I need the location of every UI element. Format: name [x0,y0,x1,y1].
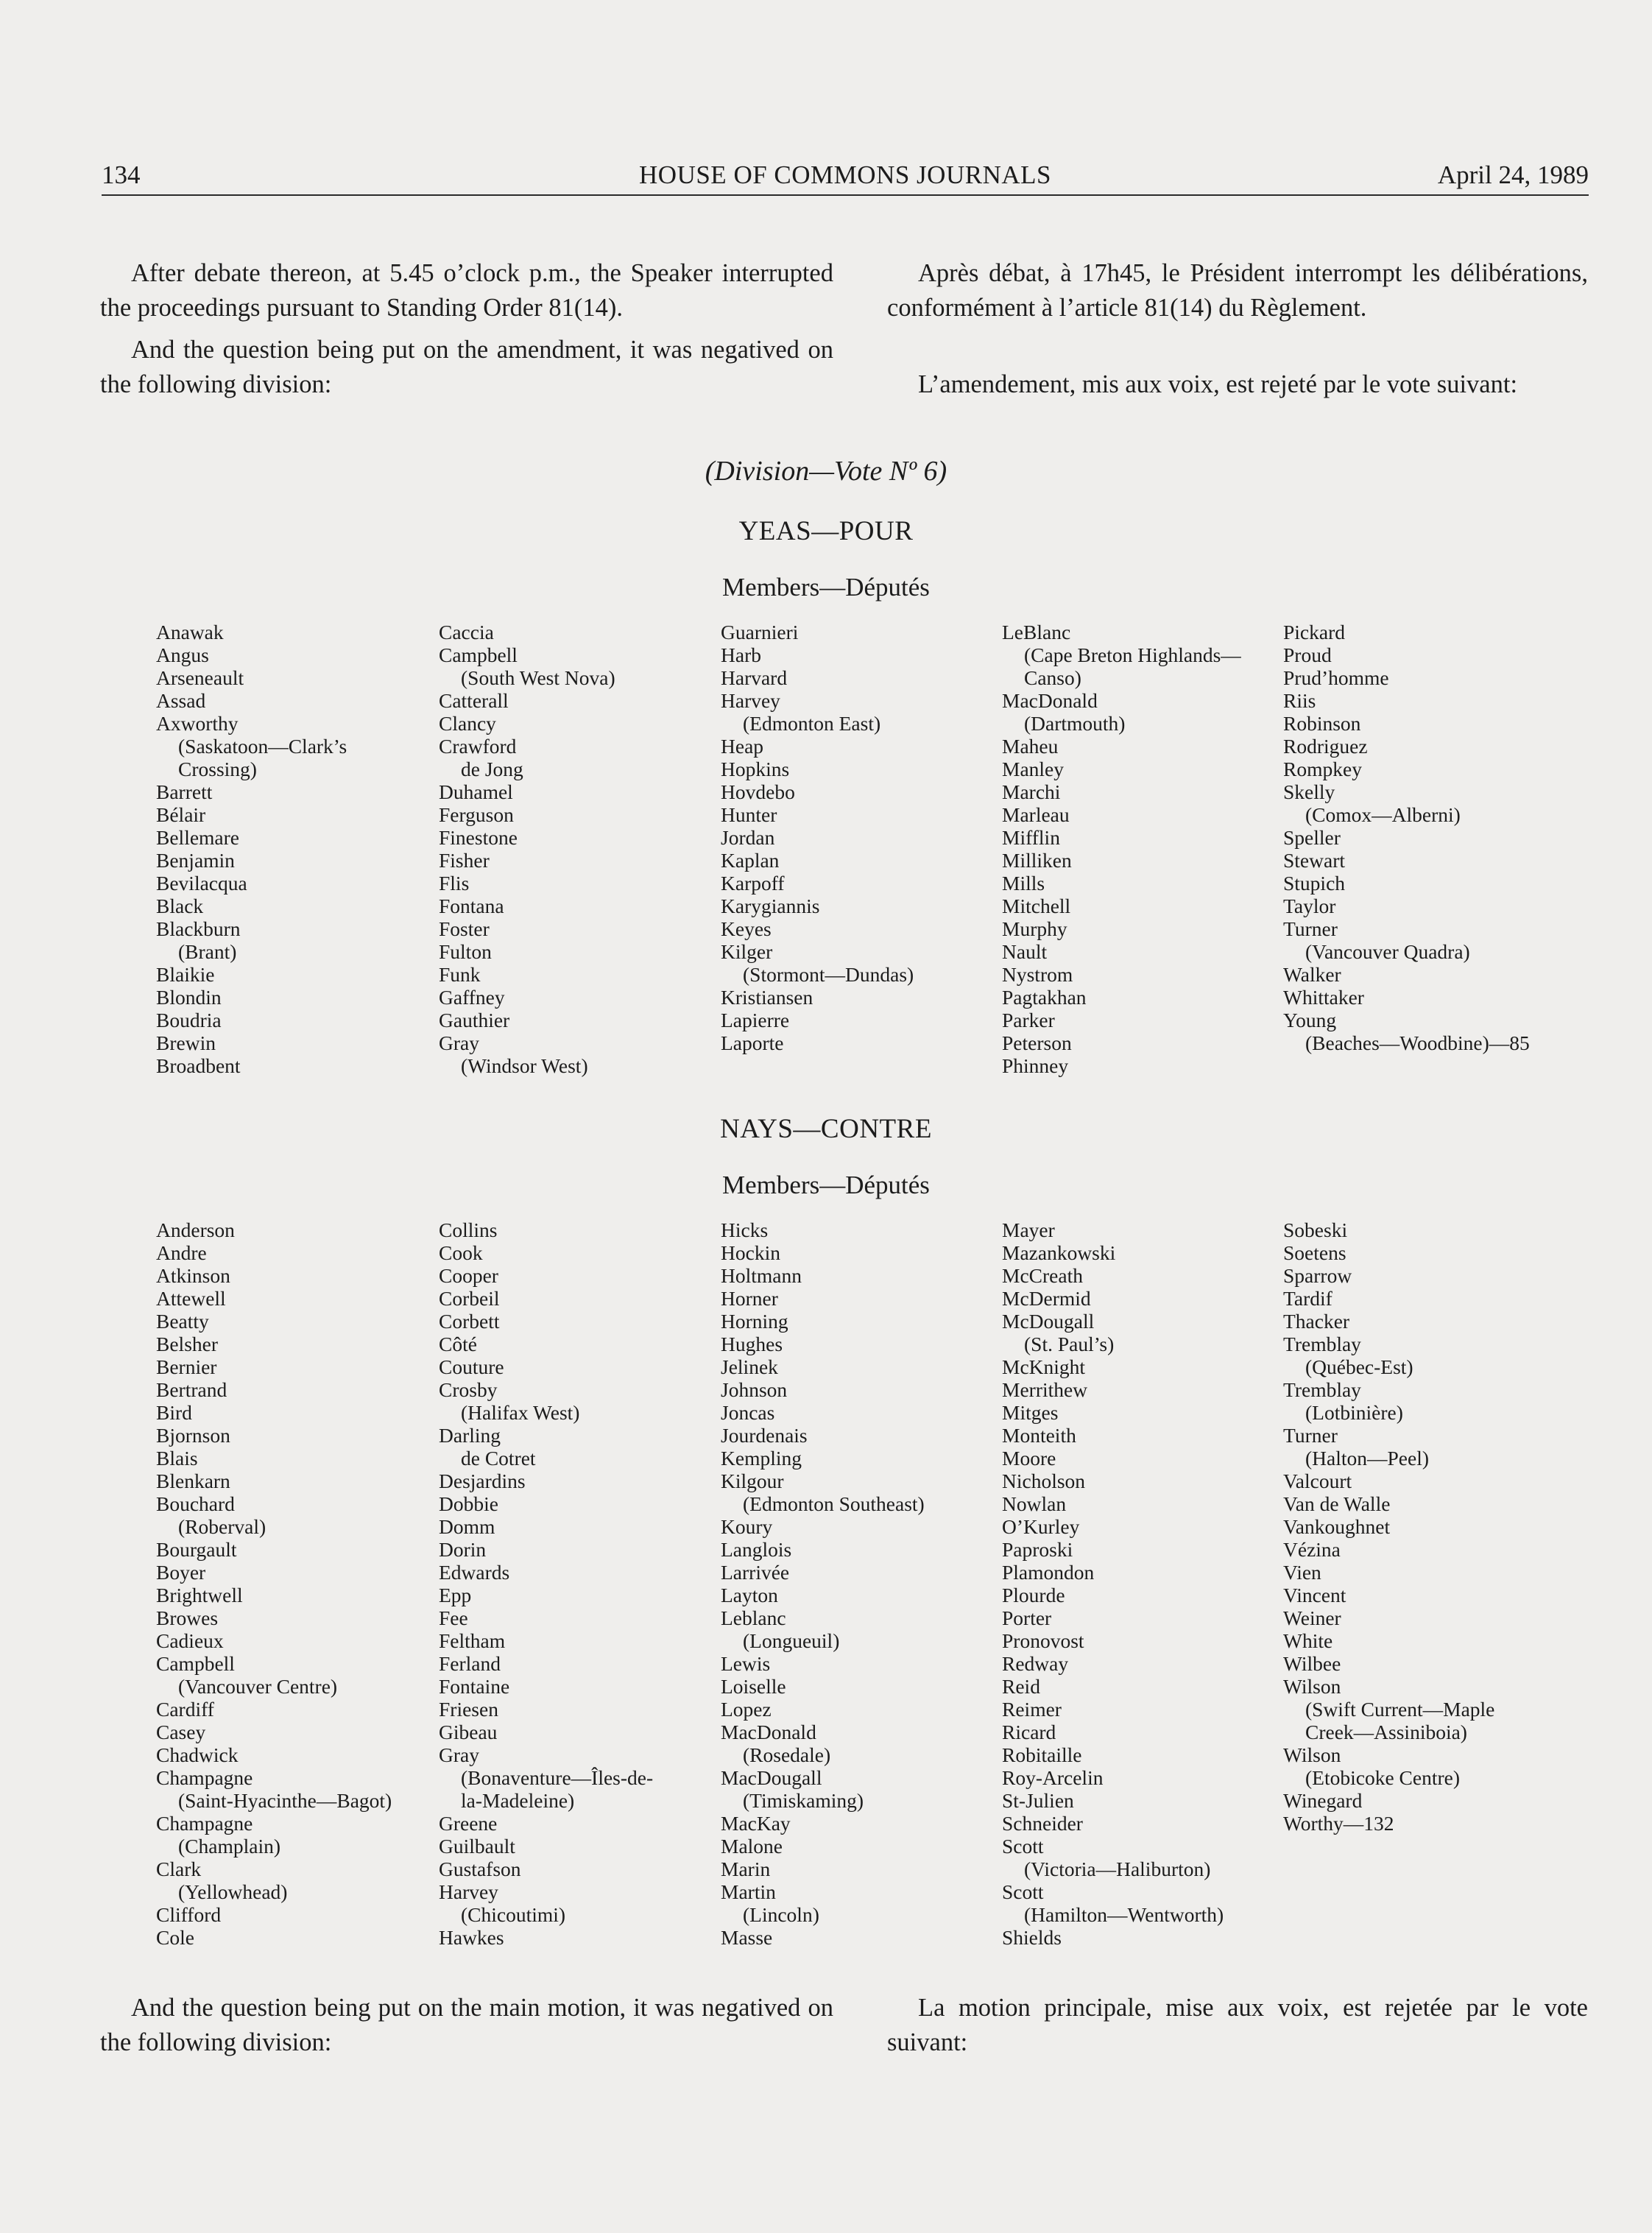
member-name: Tremblay [1283,1333,1361,1355]
riding-name: (Hamilton—Wentworth) [1024,1903,1224,1926]
member-name: Domm [439,1515,495,1538]
riding-name: (Lotbinière) [1305,1401,1403,1424]
member-name: Paproski [1002,1538,1073,1561]
member-name: Maheu [1002,735,1059,758]
member-name: Champagne [156,1812,253,1835]
member-name: Gibeau [439,1721,498,1743]
member-name: Blenkarn [156,1470,230,1492]
riding-name: (Comox—Alberni) [1305,803,1461,826]
member-name: Funk [439,963,481,986]
member-name: Hopkins [721,758,790,780]
division-title: (Division—Vote Nº 6) [705,456,947,487]
member-name: Rompkey [1283,758,1362,780]
member-name: Harb [721,643,761,666]
member-name: Belsher [156,1333,219,1355]
member-name: Beatty [156,1310,209,1333]
member-name: Horning [721,1310,788,1333]
member-name: McDougall [1002,1310,1095,1333]
member-name: Nicholson [1002,1470,1086,1492]
member-name: Langlois [721,1538,792,1561]
member-name: Proud [1283,643,1332,666]
member-name: Catterall [439,689,509,712]
yeas-column [156,621,347,1077]
member-name: Plourde [1002,1584,1065,1606]
riding-name: (Champlain) [178,1835,280,1858]
member-name: Robinson [1283,712,1361,735]
member-name: Hunter [721,803,777,826]
member-name: Fisher [439,849,490,872]
member-name: Andre [156,1241,207,1264]
member-name: Axworthy [156,712,239,735]
member-name: Moore [1002,1447,1056,1470]
intro-english-p2: And the question being put on the amendment, it was negatived on the following division: [100,336,833,398]
member-name: Masse [721,1926,773,1949]
member-name: Brewin [156,1031,216,1054]
riding-name: (Roberval) [178,1515,266,1538]
member-name: Turner [1283,917,1338,940]
member-name: White [1283,1629,1333,1652]
member-name: Sobeski [1283,1218,1348,1241]
riding-name: (Windsor West) [461,1054,588,1077]
member-name: Clark [156,1858,202,1880]
member-name: Roy-Arcelin [1002,1766,1104,1789]
member-name: Boyer [156,1561,206,1584]
member-name: Redway [1002,1652,1069,1675]
member-name: Edwards [439,1561,510,1584]
member-name: Wilson [1283,1675,1341,1698]
member-name: Harvard [721,666,788,689]
riding-name: (Cape Breton Highlands— [1024,643,1241,666]
member-name: Foster [439,917,490,940]
riding-name: (Rosedale) [743,1743,831,1766]
nays-column [721,1218,925,1949]
member-name: McKnight [1002,1355,1086,1378]
member-name: Bernier [156,1355,217,1378]
member-name: McDermid [1002,1287,1091,1310]
member-name: Kempling [721,1447,802,1470]
riding-name: (Victoria—Haliburton) [1024,1858,1211,1880]
member-name: Robitaille [1002,1743,1082,1766]
member-name: Desjardins [439,1470,526,1492]
member-name: Angus [156,643,209,666]
member-name: Thacker [1283,1310,1350,1333]
member-name: Harvey [721,689,780,712]
member-name: Malone [721,1835,783,1858]
member-name: Worthy—132 [1283,1812,1394,1835]
member-name: Mitges [1002,1401,1059,1424]
member-name: Benjamin [156,849,235,872]
member-name: Gray [439,1743,479,1766]
member-name: Champagne [156,1766,253,1789]
member-name: Tremblay [1283,1378,1361,1401]
member-name: Gaffney [439,986,505,1009]
member-name: Chadwick [156,1743,239,1766]
nays-column [1002,1218,1224,1949]
member-name: Fee [439,1606,468,1629]
member-name: Crosby [439,1378,498,1401]
member-name: Black [156,895,204,917]
riding-name: (Brant) [178,940,237,963]
member-name: Bird [156,1401,192,1424]
member-name: Scott [1002,1835,1044,1858]
member-name: Joncas [721,1401,775,1424]
member-name: Horner [721,1287,778,1310]
member-name: Van de Walle [1283,1492,1391,1515]
member-name: Flis [439,872,470,895]
member-name: Shields [1002,1926,1062,1949]
member-name: Pronovost [1002,1629,1084,1652]
member-name: Phinney [1002,1054,1069,1077]
member-name: Kilgour [721,1470,784,1492]
member-name: Clancy [439,712,496,735]
member-name: Monteith [1002,1424,1076,1447]
member-name: Attewell [156,1287,226,1310]
member-name: Schneider [1002,1812,1083,1835]
riding-name: de Cotret [461,1447,536,1470]
riding-name: de Jong [461,758,523,780]
member-name: Rodriguez [1283,735,1368,758]
member-name: Vincent [1283,1584,1346,1606]
riding-name: (Chicoutimi) [461,1903,566,1926]
yeas-column [439,621,615,1077]
member-name: Caccia [439,621,494,643]
member-name: Boudria [156,1009,222,1031]
member-name: Manley [1002,758,1065,780]
member-name: Plamondon [1002,1561,1095,1584]
member-name: Weiner [1283,1606,1341,1629]
member-name: Campbell [156,1652,235,1675]
nays-members-heading: Members—Députés [722,1171,930,1199]
riding-name: (Vancouver Quadra) [1305,940,1470,963]
riding-name: (Beaches—Woodbine)—85 [1305,1031,1530,1054]
member-name: Cook [439,1241,483,1264]
member-name: Crawford [439,735,517,758]
member-name: Speller [1283,826,1341,849]
member-name: Campbell [439,643,518,666]
member-name: Nault [1002,940,1048,963]
member-name: Friesen [439,1698,498,1721]
member-name: Laporte [721,1031,784,1054]
member-name: Ferland [439,1652,501,1675]
member-name: Hovdebo [721,780,795,803]
member-name: Martin [721,1880,776,1903]
member-name: Hockin [721,1241,780,1264]
member-name: Cole [156,1926,194,1949]
member-name: Scott [1002,1880,1044,1903]
member-name: Jordan [721,826,775,849]
member-name: Browes [156,1606,219,1629]
member-name: Lopez [721,1698,772,1721]
member-name: Dobbie [439,1492,498,1515]
nays-column [156,1218,392,1949]
member-name: Harvey [439,1880,498,1903]
member-name: Marleau [1002,803,1070,826]
member-name: McCreath [1002,1264,1083,1287]
member-name: Gauthier [439,1009,510,1031]
member-name: Heap [721,735,764,758]
riding-name: (Québec-Est) [1305,1355,1413,1378]
yeas-members-heading: Members—Députés [722,573,930,602]
member-name: Marchi [1002,780,1061,803]
member-name: Mitchell [1002,895,1071,917]
riding-name: (Swift Current—Maple [1305,1698,1495,1721]
closing-english-text: And the question being put on the main motion, it was negatived on the following division: [100,1994,833,2056]
member-name: Karygiannis [721,895,820,917]
member-name: Bélair [156,803,206,826]
member-name: Fulton [439,940,492,963]
member-name: Wilbee [1283,1652,1341,1675]
member-name: Murphy [1002,917,1067,940]
member-name: Bellemare [156,826,239,849]
member-name: Soetens [1283,1241,1346,1264]
member-name: Lapierre [721,1009,790,1031]
member-name: Merrithew [1002,1378,1088,1401]
member-name: Lewis [721,1652,771,1675]
member-name: Epp [439,1584,472,1606]
journal-date: April 24, 1989 [1437,160,1589,189]
member-name: Gustafson [439,1858,521,1880]
member-name: Prud’homme [1283,666,1389,689]
page-number: 134 [102,160,141,189]
riding-name: (Etobicoke Centre) [1305,1766,1460,1789]
member-name: Guarnieri [721,621,799,643]
nays-title: NAYS—CONTRE [720,1114,932,1144]
riding-name: (Edmonton Southeast) [743,1492,925,1515]
riding-name: (Halton—Peel) [1305,1447,1430,1470]
member-name: Fontaine [439,1675,510,1698]
member-name: Nowlan [1002,1492,1067,1515]
member-name: Winegard [1283,1789,1363,1812]
member-name: Atkinson [156,1264,230,1287]
member-name: Jelinek [721,1355,778,1378]
member-name: Guilbault [439,1835,515,1858]
closing-french-text: La motion principale, mise aux voix, est rejetée par le vote suivant: [887,1994,1588,2056]
member-name: Barrett [156,780,213,803]
member-name: Darling [439,1424,501,1447]
member-name: Collins [439,1218,498,1241]
member-name: Holtmann [721,1264,802,1287]
member-name: Blaikie [156,963,215,986]
member-name: Pickard [1283,621,1346,643]
member-name: Fontana [439,895,504,917]
member-name: Walker [1283,963,1341,986]
yeas-column [1283,621,1530,1054]
member-name: Pagtakhan [1002,986,1087,1009]
member-name: Clifford [156,1903,222,1926]
member-name: Broadbent [156,1054,241,1077]
riding-name: (St. Paul’s) [1024,1333,1115,1355]
riding-name: (Saint-Hyacinthe—Bagot) [178,1789,392,1812]
member-name: Skelly [1283,780,1335,803]
riding-name: Crossing) [178,758,257,780]
riding-name: (Stormont—Dundas) [743,963,914,986]
riding-name: (Edmonton East) [743,712,881,735]
member-name: MacDonald [1002,689,1098,712]
member-name: Cardiff [156,1698,214,1721]
member-name: Hawkes [439,1926,504,1949]
riding-name: (Saskatoon—Clark’s [178,735,347,758]
member-name: Vankoughnet [1283,1515,1391,1538]
intro-french-p2: L’amendement, mis aux voix, est rejeté par le vote suivant: [918,370,1518,398]
member-name: Valcourt [1283,1470,1352,1492]
member-name: MacDonald [721,1721,816,1743]
intro-french-p1: Après débat, à 17h45, le Président interrompt les délibérations, conformément à l’article 81(14) du Règlement. [887,259,1588,322]
member-name: Riis [1283,689,1316,712]
member-name: Côté [439,1333,477,1355]
member-name: Cooper [439,1264,498,1287]
intro-english-p1: After debate thereon, at 5.45 o’clock p.m., the Speaker interrupted the proceedings pursuant to Standing Order 81(14). [100,259,833,322]
member-name: Leblanc [721,1606,786,1629]
yeas-title: YEAS—POUR [738,516,914,546]
member-name: Sparrow [1283,1264,1352,1287]
member-name: Brightwell [156,1584,243,1606]
member-name: Couture [439,1355,504,1378]
member-name: Anderson [156,1218,235,1241]
riding-name: Canso) [1024,666,1081,689]
member-name: Mills [1002,872,1045,895]
riding-name: (Bonaventure—Îles-de- [461,1766,654,1789]
closing-french [887,1991,1588,2060]
intro-french [887,256,1588,402]
member-name: Kaplan [721,849,780,872]
member-name: Johnson [721,1378,788,1401]
member-name: Cadieux [156,1629,224,1652]
member-name: Karpoff [721,872,785,895]
riding-name: Creek—Assiniboia) [1305,1721,1467,1743]
member-name: Bouchard [156,1492,235,1515]
member-name: Parker [1002,1009,1055,1031]
riding-name: (South West Nova) [461,666,615,689]
member-name: Bevilacqua [156,872,247,895]
riding-name: (Lincoln) [743,1903,819,1926]
member-name: Young [1283,1009,1337,1031]
member-name: Layton [721,1584,778,1606]
member-name: Anawak [156,621,224,643]
member-name: Blais [156,1447,198,1470]
member-name: Finestone [439,826,518,849]
member-name: Kilger [721,940,773,963]
member-name: Porter [1002,1606,1052,1629]
riding-name: (Halifax West) [461,1401,580,1424]
member-name: Blackburn [156,917,241,940]
riding-name: (Dartmouth) [1024,712,1126,735]
intro-english [100,256,833,402]
member-name: Peterson [1002,1031,1072,1054]
member-name: Dorin [439,1538,487,1561]
member-name: Mazankowski [1002,1241,1116,1264]
member-name: Milliken [1002,849,1072,872]
riding-name: (Timiskaming) [743,1789,864,1812]
member-name: Bertrand [156,1378,227,1401]
riding-name: (Vancouver Centre) [178,1675,338,1698]
member-name: Loiselle [721,1675,786,1698]
member-name: Arseneault [156,666,244,689]
member-name: MacDougall [721,1766,822,1789]
closing-english [100,1991,833,2060]
nays-column [439,1218,653,1949]
member-name: Casey [156,1721,206,1743]
riding-name: la-Madeleine) [461,1789,575,1812]
member-name: Blondin [156,986,222,1009]
member-name: Mifflin [1002,826,1060,849]
member-name: Jourdenais [721,1424,808,1447]
member-name: Marin [721,1858,771,1880]
member-name: Bourgault [156,1538,237,1561]
member-name: Hicks [721,1218,769,1241]
member-name: Kristiansen [721,986,813,1009]
member-name: Reimer [1002,1698,1062,1721]
member-name: MacKay [721,1812,791,1835]
member-name: LeBlanc [1002,621,1071,643]
member-name: Mayer [1002,1218,1055,1241]
journal-title: HOUSE OF COMMONS JOURNALS [639,160,1051,189]
member-name: Turner [1283,1424,1338,1447]
member-name: Hughes [721,1333,783,1355]
member-name: Corbett [439,1310,500,1333]
member-name: Duhamel [439,780,513,803]
riding-name: (Longueuil) [743,1629,840,1652]
member-name: Taylor [1283,895,1336,917]
riding-name: (Yellowhead) [178,1880,288,1903]
member-name: Vézina [1283,1538,1341,1561]
member-name: Ferguson [439,803,514,826]
member-name: St-Julien [1002,1789,1074,1812]
member-name: Whittaker [1283,986,1364,1009]
member-name: Keyes [721,917,772,940]
member-name: Reid [1002,1675,1040,1698]
member-name: Nystrom [1002,963,1073,986]
member-name: Stewart [1283,849,1346,872]
member-name: Feltham [439,1629,506,1652]
yeas-column [1002,621,1241,1077]
member-name: Larrivée [721,1561,790,1584]
member-name: Greene [439,1812,498,1835]
member-name: Wilson [1283,1743,1341,1766]
member-name: Assad [156,689,206,712]
member-name: Vien [1283,1561,1321,1584]
member-name: Koury [721,1515,773,1538]
member-name: Tardif [1283,1287,1332,1310]
page-header [102,160,1589,196]
member-name: Ricard [1002,1721,1056,1743]
member-name: Corbeil [439,1287,500,1310]
member-name: Bjornson [156,1424,230,1447]
member-name: O’Kurley [1002,1515,1080,1538]
member-name: Stupich [1283,872,1346,895]
nays-column [1283,1218,1494,1835]
member-name: Gray [439,1031,479,1054]
yeas-column [721,621,914,1054]
